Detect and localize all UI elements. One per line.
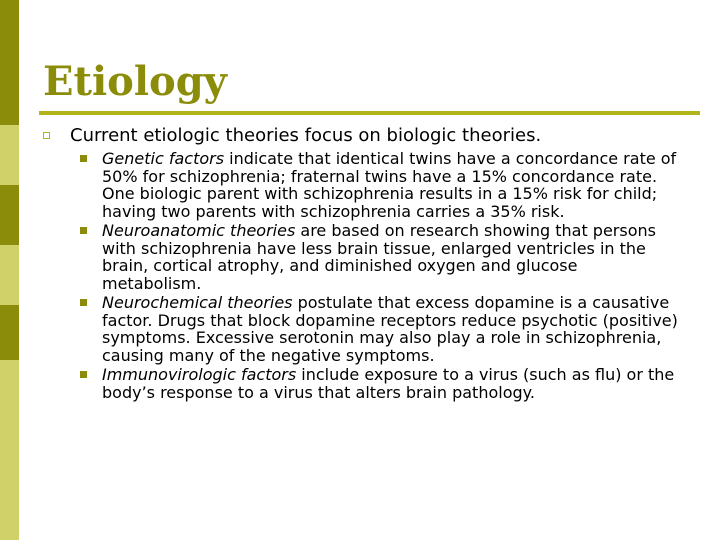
sidebar-segment-5 <box>0 305 19 360</box>
square-bullet-icon <box>80 227 87 234</box>
title-underline <box>39 111 700 115</box>
sidebar-segment-4 <box>0 245 19 305</box>
sidebar-segment-2 <box>0 125 19 185</box>
sub-bullet-body: postulate that excess dopamine is a causative factor. Drugs that block dopamine receptors reduce psychotic (positive) symptoms. Excessive serotonin may also play a role in schizophrenia, causing many of the negative symptoms. <box>102 293 678 365</box>
sub-bullet-body: indicate that identical twins have a concordance rate of 50% for schizophrenia; fraternal twins have a 15% concordance rate. One biologic parent with schizophrenia results in a 15% risk for child; having two parents with schizophrenia carries a 35% risk. <box>102 149 677 221</box>
sub-bullet-lead: Neuroanatomic theories <box>102 221 296 240</box>
sub-bullet-text <box>102 366 680 401</box>
main-bullet-text: Current etiologic theories focus on biologic theories. <box>70 125 542 146</box>
sub-bullet-text <box>102 294 680 364</box>
hollow-square-bullet-icon <box>43 132 50 139</box>
sidebar-stripe <box>0 0 19 540</box>
square-bullet-icon <box>80 299 87 306</box>
sub-bullet-text <box>102 222 680 292</box>
sub-bullet-item <box>80 294 680 364</box>
sub-bullet-body: include exposure to a virus (such as flu) or the body’s response to a virus that alters brain pathology. <box>102 365 675 402</box>
sub-bullet-list <box>80 150 680 403</box>
sub-bullet-lead: Neurochemical theories <box>102 293 293 312</box>
sidebar-segment-3 <box>0 185 19 245</box>
sub-bullet-item <box>80 150 680 220</box>
sub-bullet-lead: Genetic factors <box>102 149 225 168</box>
sub-bullet-item <box>80 222 680 292</box>
sub-bullet-body: are based on research showing that persons with schizophrenia have less brain tissue, enlarged ventricles in the brain, cortical atrophy, and diminished oxygen and glucose metabolism. <box>102 221 656 293</box>
square-bullet-icon <box>80 371 87 378</box>
slide-title: Etiology <box>43 58 227 105</box>
sub-bullet-lead: Immunovirologic factors <box>102 365 297 384</box>
sidebar-segment-1 <box>0 0 19 125</box>
sub-bullet-text <box>102 150 680 220</box>
square-bullet-icon <box>80 155 87 162</box>
sub-bullet-item <box>80 366 680 401</box>
sidebar-segment-6 <box>0 360 19 540</box>
